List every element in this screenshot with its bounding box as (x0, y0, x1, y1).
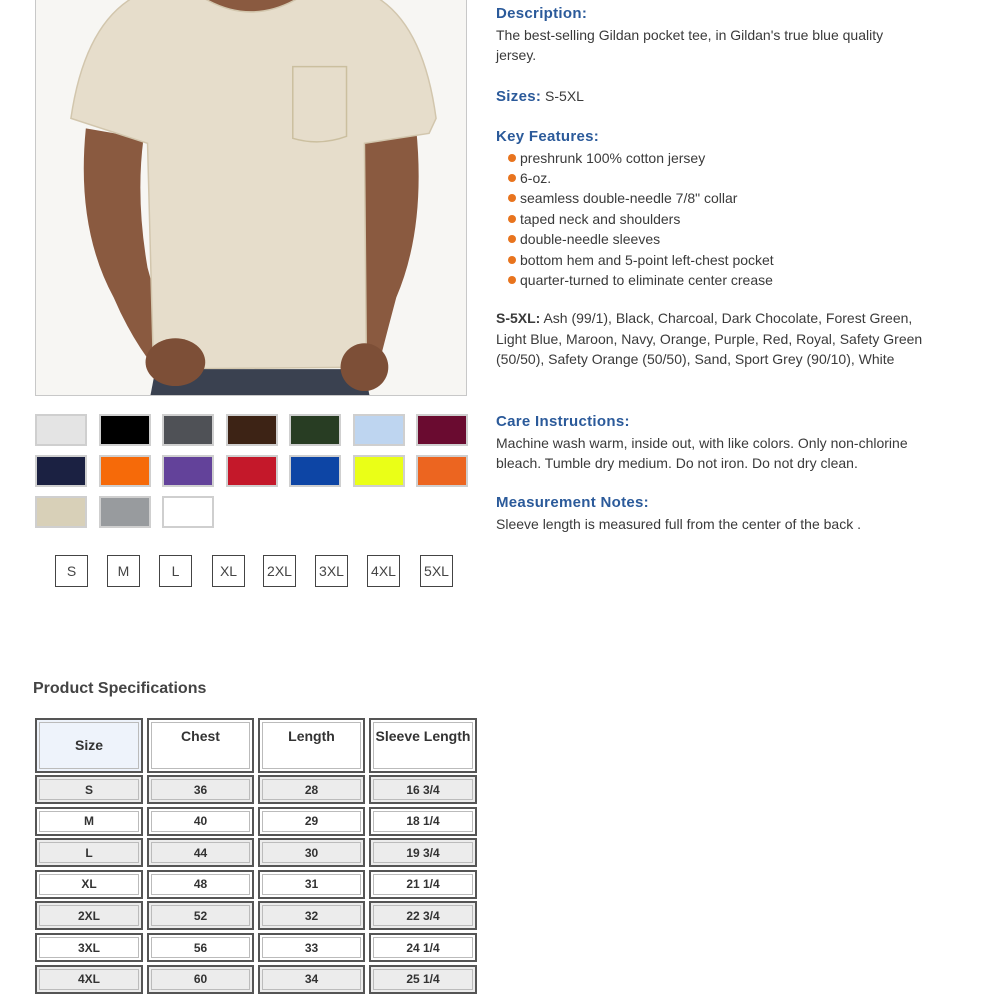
color-swatch[interactable] (99, 414, 151, 446)
spec-cell: M (35, 807, 143, 836)
feature-item (508, 250, 956, 270)
spec-cell: 4XL (35, 965, 143, 994)
feature-item (508, 229, 956, 249)
spec-cell: 36 (147, 775, 254, 804)
size-button[interactable]: 2XL (263, 555, 296, 587)
sizes-section (496, 86, 956, 108)
spec-cell: S (35, 775, 143, 804)
description-text: The best-selling Gildan pocket tee, in Gildan's true blue quality jersey. (496, 26, 884, 63)
size-button[interactable]: M (107, 555, 140, 587)
size-button[interactable]: L (159, 555, 192, 587)
spec-cell: 30 (258, 838, 365, 867)
bullet-icon (508, 174, 516, 182)
color-swatch[interactable] (35, 455, 87, 487)
feature-item (508, 270, 956, 290)
spec-cell: 19 3/4 (369, 838, 477, 867)
feature-text: 6-oz. (520, 169, 552, 186)
feature-item (508, 209, 956, 229)
size-button[interactable]: 4XL (367, 555, 400, 587)
feature-item (508, 168, 956, 188)
spec-cell: 48 (147, 870, 254, 899)
color-swatch[interactable] (353, 455, 405, 487)
key-features-heading: Key Features: (496, 128, 600, 145)
bullet-icon (508, 154, 516, 162)
spec-cell: 28 (258, 775, 365, 804)
colors-section (496, 308, 941, 370)
spec-header-cell: Chest (147, 718, 254, 773)
spec-title: Product Specifications (33, 680, 207, 697)
color-swatch[interactable] (416, 455, 468, 487)
spec-cell: 34 (258, 965, 365, 994)
spec-cell: 52 (147, 901, 254, 930)
size-button[interactable]: S (55, 555, 88, 587)
color-swatch[interactable] (162, 414, 214, 446)
spec-cell: L (35, 838, 143, 867)
feature-text: bottom hem and 5-point left-chest pocket (520, 251, 774, 268)
color-swatch[interactable] (289, 414, 341, 446)
feature-text: quarter-turned to eliminate center crease (520, 271, 773, 288)
bullet-icon (508, 276, 516, 284)
feature-item (508, 148, 956, 168)
colors-heading: S-5XL: (496, 310, 541, 326)
spec-cell: 40 (147, 807, 254, 836)
feature-text: seamless double-needle 7/8" collar (520, 190, 738, 207)
spec-cell: 2XL (35, 901, 143, 930)
color-swatch[interactable] (99, 455, 151, 487)
spec-cell: 3XL (35, 933, 143, 962)
spec-cell: 22 3/4 (369, 901, 477, 930)
color-swatch[interactable] (35, 414, 87, 446)
color-swatch[interactable] (353, 414, 405, 446)
spec-cell: 32 (258, 901, 365, 930)
color-swatch[interactable] (416, 414, 468, 446)
spec-cell: XL (35, 870, 143, 899)
bullet-icon (508, 256, 516, 264)
spec-cell: 25 1/4 (369, 965, 477, 994)
color-swatch[interactable] (226, 414, 278, 446)
color-swatch[interactable] (162, 455, 214, 487)
spec-header-cell: Sleeve Length (369, 718, 477, 773)
bullet-icon (508, 235, 516, 243)
care-text: Machine wash warm, inside out, with like colors. Only non-chlorine bleach. Tumble dry medium. Do not iron. Do not dry clean. (496, 434, 908, 471)
spec-cell: 44 (147, 838, 254, 867)
measurement-section (496, 493, 956, 534)
spec-cell: 60 (147, 965, 254, 994)
sizes-heading: Sizes: (496, 88, 542, 105)
bullet-icon (508, 215, 516, 223)
spec-cell: 24 1/4 (369, 933, 477, 962)
color-swatch[interactable] (99, 496, 151, 528)
key-features-section (496, 127, 956, 290)
size-button[interactable]: XL (212, 555, 245, 587)
sizes-text: S-5XL (545, 88, 584, 104)
spec-cell: 33 (258, 933, 365, 962)
measurement-text: Sleeve length is measured full from the center of the back . (496, 515, 861, 532)
color-swatch[interactable] (162, 496, 214, 528)
size-button[interactable]: 3XL (315, 555, 348, 587)
spec-cell: 56 (147, 933, 254, 962)
description-heading: Description: (496, 5, 588, 22)
colors-text: Ash (99/1), Black, Charcoal, Dark Chocolate, Forest Green, Light Blue, Maroon, Navy, Orange, Purple, Red, Royal, Safety Green (50/50), Safety Orange (50/50), Sand, Sport Grey (90/10), White (496, 310, 923, 367)
tshirt-illustration (36, 0, 466, 395)
color-swatch[interactable] (226, 455, 278, 487)
care-heading: Care Instructions: (496, 413, 630, 430)
feature-item (508, 188, 956, 208)
care-section (496, 412, 936, 474)
color-swatch[interactable] (35, 496, 87, 528)
measurement-heading: Measurement Notes: (496, 494, 649, 511)
feature-text: double-needle sleeves (520, 231, 661, 248)
bullet-icon (508, 194, 516, 202)
feature-text: taped neck and shoulders (520, 210, 681, 227)
spec-header-cell: Length (258, 718, 365, 773)
spec-cell: 29 (258, 807, 365, 836)
spec-cell: 21 1/4 (369, 870, 477, 899)
spec-cell: 31 (258, 870, 365, 899)
color-swatch[interactable] (289, 455, 341, 487)
description-section (496, 4, 956, 66)
size-button[interactable]: 5XL (420, 555, 453, 587)
spec-header-cell: Size (35, 718, 143, 773)
spec-cell: 18 1/4 (369, 807, 477, 836)
key-features-list (496, 148, 956, 291)
feature-text: preshrunk 100% cotton jersey (520, 149, 706, 166)
product-image (35, 0, 467, 396)
spec-cell: 16 3/4 (369, 775, 477, 804)
